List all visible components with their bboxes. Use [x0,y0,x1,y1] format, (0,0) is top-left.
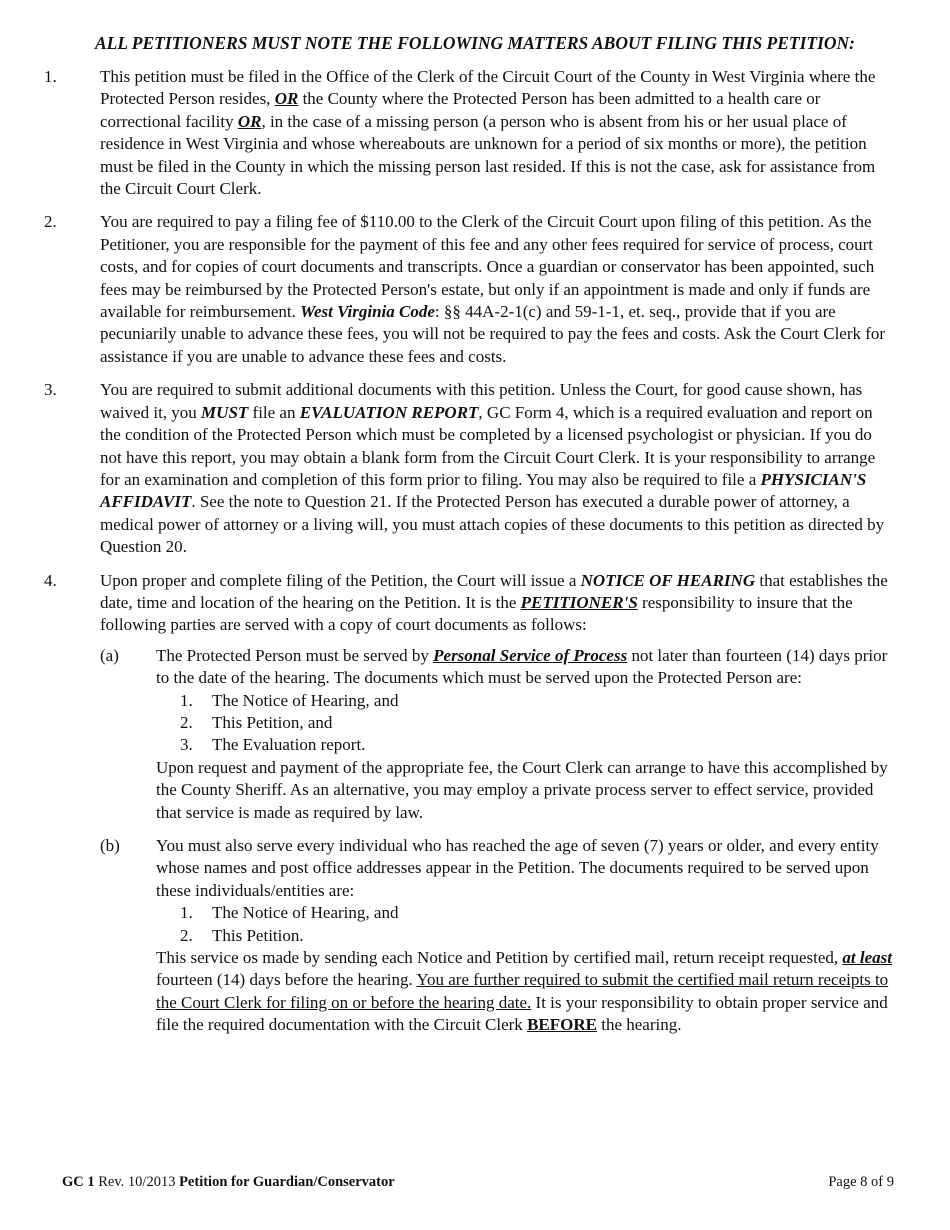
text-run: responsibility to insure that the following parties are served with a copy of court documents as follows: [100,592,853,635]
item-text [100,570,894,1048]
page-footer [62,1174,894,1191]
sub-item-intro: You must also serve every individual who has reached the age of seven (7) years or older, and every entity whose names and post office addresses appear in the Petition. The documents required to be served upon these individuals/entities are: [156,836,879,900]
form-number: GC 1 [62,1174,95,1190]
sub-item-after: Upon request and payment of the appropriate fee, the Court Clerk can arrange to have this accomplished by the County Sheriff. As an alternative, you may employ a private process server to effect service, provided that service is made as required by law. [156,757,888,822]
text-run: fourteen (14) days before the hearing. [156,970,417,990]
code-reference: West Virginia Code [300,302,435,322]
page-number: Page 8 of 9 [828,1174,894,1190]
list-text: This Petition. [212,925,304,945]
list-text: This Petition, and [212,712,333,732]
form-revision: Rev. 10/2013 [94,1174,180,1190]
emphasis-must: MUST [201,402,249,422]
text-run: . See the note to Question 21. If the Protected Person has executed a durable power of attorney, a medical power of attorney or a living will, you must attach copies of these documents to this petition as directed by Question 20. [100,492,885,557]
item-text [100,66,894,200]
list-item [156,902,894,924]
list-number: 3. [180,735,193,755]
list-text: The Evaluation report. [212,735,366,755]
at-least-term: at least [842,948,892,968]
evaluation-report-term: EVALUATION REPORT [299,402,479,422]
sub-items [100,645,894,1037]
item-text [100,211,894,368]
item-number: 3. [44,380,57,400]
sub-item-a [100,645,894,824]
item-intro [100,570,894,637]
emphasis-or: OR [237,111,262,131]
instruction-item-3 [44,379,894,558]
instructions-list [44,66,894,1059]
text-run: This service os made by sending each Notice and Petition by certified mail, return receipt requested, [156,948,843,968]
sub-item-intro [156,645,894,690]
list-item [156,734,894,756]
item-text [100,379,894,558]
list-text: The Notice of Hearing, and [212,903,399,923]
text-run: the hearing. [596,1015,682,1035]
text-run: It is your responsibility to obtain proper service and file the required documentation with the Circuit Clerk [156,992,888,1035]
personal-service-term: Personal Service of Process [433,645,628,665]
underlined-requirement: You are further required to submit the certified mail return receipts to the Court Clerk for filing on or before the hearing date. [156,970,889,1012]
text-run: The Protected Person must be served by [156,645,434,665]
text-run: This petition must be filed in the Office of the Clerk of the Circuit Court of the County in West Virginia where the Protected Person resides, [100,67,876,109]
text-run: that establishes the date, time and location of the hearing on the Petition. It is the [100,570,888,612]
text-run: file an [248,402,300,422]
document-list [156,902,894,947]
notice-of-hearing-term: NOTICE OF HEARING [580,570,756,590]
text-run: , GC Form 4, which is a required evaluation and report on the condition of the Protected Person which must be completed by a licensed psychologist or physician. If you do not have this report, you may obtain a blank form from the Circuit Court Clerk. It is your responsibility to arrange for an examination and completion of this form prior to filing. You may also be required to file a [100,402,876,489]
list-number: 2. [180,925,193,945]
sub-item-text [156,645,894,824]
sub-item-after [156,947,894,1037]
text-run: : §§ 44A-2-1(c) and 59-1-1, et. seq., provide that if you are pecuniarily unable to advance these fees, you will not be required to pay the fees and costs. Ask the Court Clerk for assistance if you are unable to advance these fees and costs. [100,302,886,366]
list-item [156,925,894,947]
text-run: the County where the Protected Person has been admitted to a health care or correctional facility [100,89,821,131]
page-title: ALL PETITIONERS MUST NOTE THE FOLLOWING MATTERS ABOUT FILING THIS PETITION: [94,33,856,53]
list-item [156,712,894,734]
list-number: 1. [180,903,193,923]
item-number: 1. [44,67,57,86]
sub-item-label: (a) [100,645,119,665]
list-number: 1. [180,690,193,710]
sub-item-b [100,835,894,1037]
text-run: Upon proper and complete filing of the Petition, the Court will issue a [100,570,581,590]
petitioners-term: PETITIONER'S [520,592,638,612]
text-run: You are required to pay a filing fee of $110.00 to the Clerk of the Circuit Court upon filing of this petition. As the Petitioner, you are responsible for the payment of this fee and any other fees required for service of process, court costs, and for copies of court documents and transcripts. Once a guardian or conservator has been appointed, such fees may be reimbursed by the Protected Person's estate, but only if an appointment is made and only if funds are available for reimbursement. [100,212,875,322]
instruction-item-4 [44,570,894,1048]
sub-item-label: (b) [100,836,120,855]
instruction-item-2 [44,211,894,368]
text-run: not later than fourteen (14) days prior to the date of the hearing. The documents which must be served upon the Protected Person are: [156,645,888,688]
emphasis-or: OR [274,89,299,109]
item-number: 4. [44,570,57,590]
sub-item-text [156,835,894,1037]
instruction-item-1 [44,66,894,200]
text-run: , in the case of a missing person (a person who is absent from his or her usual place of residence in West Virginia and whose whereabouts are unknown for a period of six months or more), the petition must be filed in the County in which the missing person last resided. If this is not the case, ask for assistance from the Circuit Court Clerk. [100,111,876,199]
form-name: Petition for Guardian/Conservator [179,1174,395,1190]
footer-form-info [62,1174,395,1191]
list-number: 2. [180,712,193,732]
text-run: You are required to submit additional documents with this petition. Unless the Court, for good cause shown, has waived it, you [100,380,863,422]
list-text: The Notice of Hearing, and [212,690,399,710]
item-number: 2. [44,212,57,232]
physicians-affidavit-term: PHYSICIAN'S AFFIDAVIT [100,469,867,512]
before-term: BEFORE [527,1015,597,1035]
document-list [156,690,894,757]
list-item [156,690,894,712]
